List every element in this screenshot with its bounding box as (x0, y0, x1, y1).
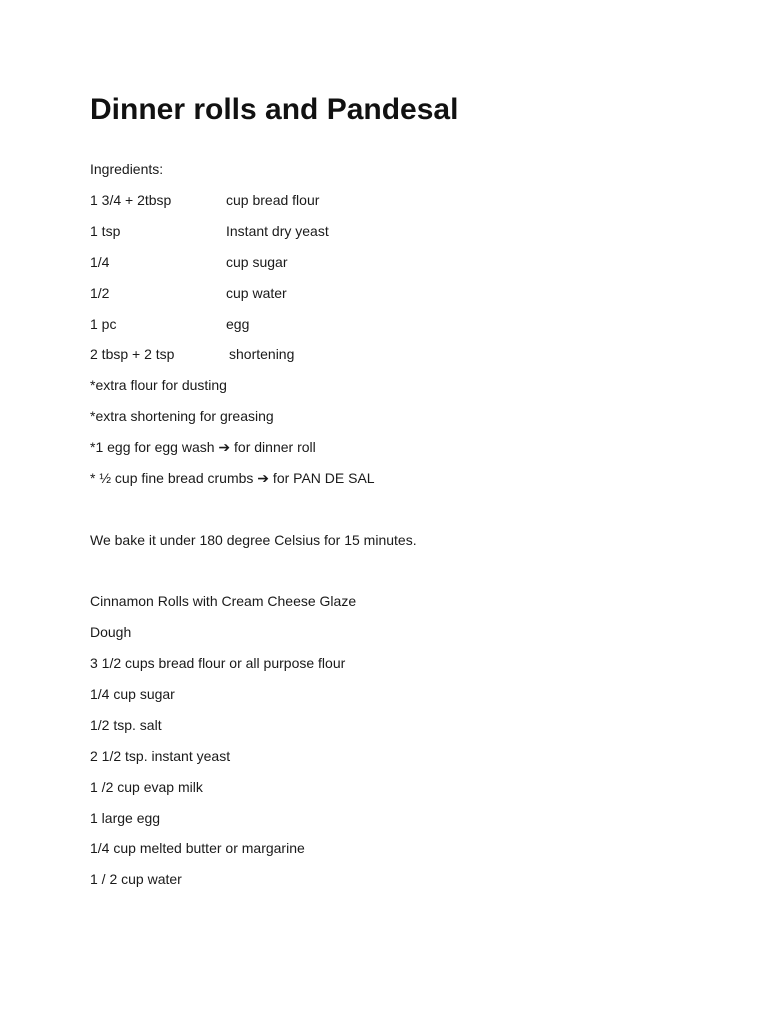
ingredient-quantity: 1/2 (90, 285, 110, 301)
ingredient-name: egg (226, 316, 250, 332)
ingredient-row (90, 191, 590, 209)
ingredient-name: cup bread flour (226, 192, 320, 208)
dough-ingredient: 1 large egg (90, 810, 161, 826)
ingredient-row (90, 284, 590, 302)
ingredient-quantity: 2 tbsp + 2 tsp (90, 346, 175, 362)
extra-note: *extra shortening for greasing (90, 408, 274, 424)
section-heading: Dough (90, 624, 132, 640)
ingredient-row (90, 345, 590, 363)
dough-ingredient: 2 1/2 tsp. instant yeast (90, 748, 231, 764)
ingredient-name: Instant dry yeast (226, 223, 329, 239)
dough-ingredient: 1/4 cup melted butter or margarine (90, 840, 305, 856)
ingredient-quantity: 1/4 (90, 254, 110, 270)
dough-ingredient: 1/2 tsp. salt (90, 717, 162, 733)
ingredient-name: cup sugar (226, 254, 288, 270)
ingredients-heading: Ingredients: (90, 161, 164, 177)
extra-note: *1 egg for egg wash ➔ for dinner roll (90, 439, 316, 455)
dough-ingredient: 1/4 cup sugar (90, 686, 175, 702)
page-title: Dinner rolls and Pandesal (90, 93, 459, 126)
dough-ingredient: 1 /2 cup evap milk (90, 779, 203, 795)
ingredient-row (90, 315, 590, 333)
extra-note: *extra flour for dusting (90, 377, 227, 393)
ingredient-quantity: 1 pc (90, 316, 117, 332)
second-recipe-title: Cinnamon Rolls with Cream Cheese Glaze (90, 593, 357, 609)
ingredient-quantity: 1 tsp (90, 223, 121, 239)
ingredient-row (90, 253, 590, 271)
extra-note: * ½ cup fine bread crumbs ➔ for PAN DE SAL (90, 470, 375, 486)
dough-ingredient: 1 / 2 cup water (90, 871, 182, 887)
dough-ingredient: 3 1/2 cups bread flour or all purpose flour (90, 655, 346, 671)
bake-note: We bake it under 180 degree Celsius for 15 minutes. (90, 532, 417, 548)
ingredient-row (90, 222, 590, 240)
ingredient-name: shortening (229, 346, 295, 362)
ingredient-name: cup water (226, 285, 287, 301)
ingredient-quantity: 1 3/4 + 2tbsp (90, 192, 172, 208)
